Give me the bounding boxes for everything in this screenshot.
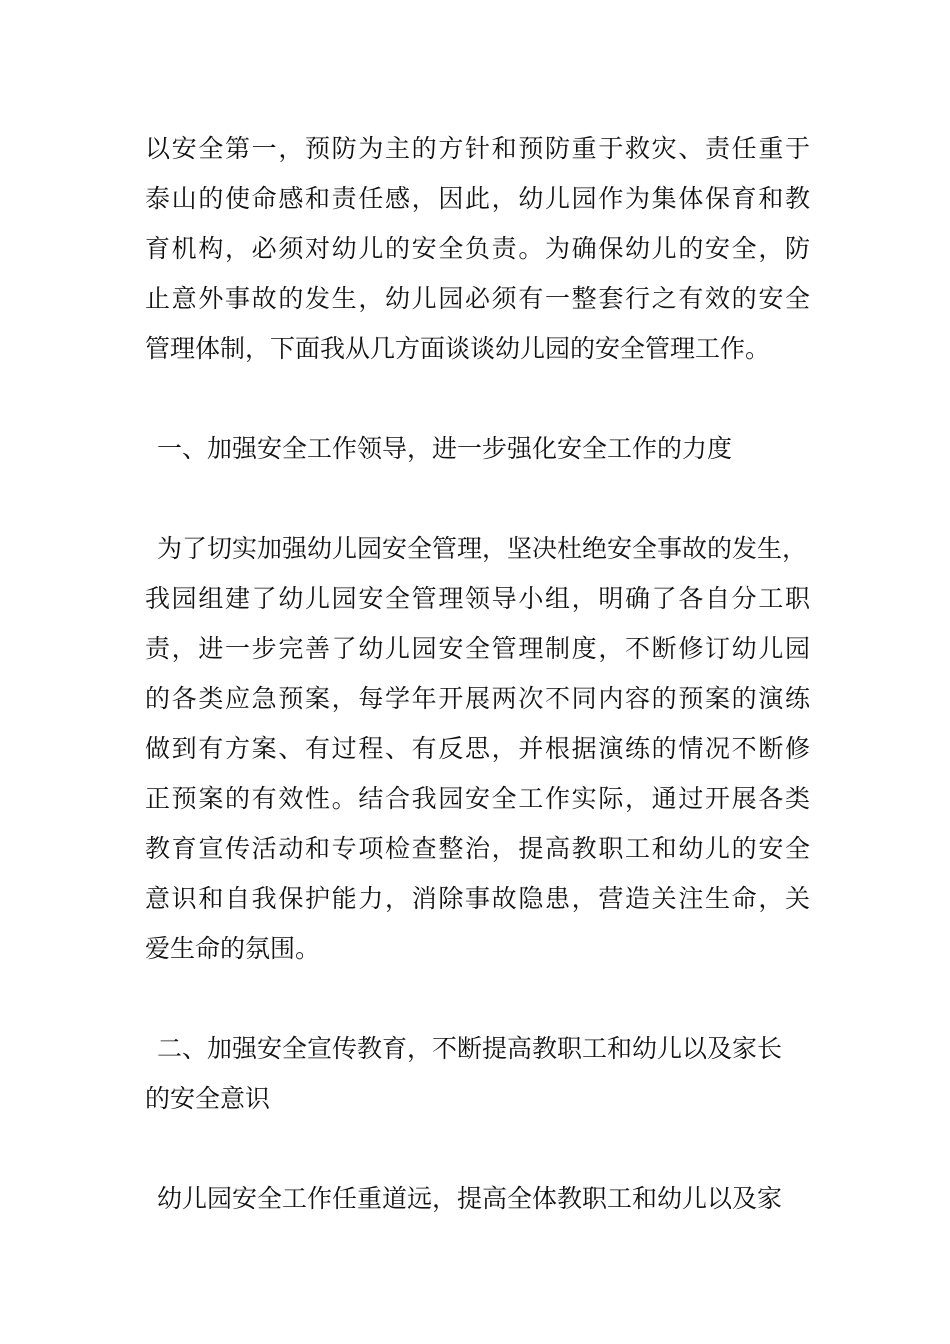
paragraph-line: 意识和自我保护能力，消除事故隐患，营造关注生命，关 — [145, 884, 810, 913]
heading-line: 二、加强安全宣传教育，不断提高教职工和幼儿以及家长 — [157, 1034, 783, 1063]
section-heading-1: 一、加强安全工作领导，进一步强化安全工作的力度 — [157, 434, 733, 463]
document-body — [145, 124, 810, 1224]
paragraph-spacer — [145, 474, 810, 524]
paragraph-line: 为了切实加强幼儿园安全管理，坚决杜绝安全事故的发生， — [157, 534, 808, 563]
paragraph-spacer — [145, 974, 810, 1024]
paragraph-line: 幼儿园安全工作任重道远，提高全体教职工和幼儿以及家 — [157, 1184, 783, 1213]
paragraph-line: 育机构，必须对幼儿的安全负责。为确保幼儿的安全，防 — [145, 234, 810, 263]
paragraph-line: 泰山的使命感和责任感，因此，幼儿园作为集体保育和教 — [145, 184, 810, 213]
intro-paragraph — [145, 124, 810, 374]
paragraph-line: 管理体制，下面我从几方面谈谈幼儿园的安全管理工作。 — [145, 334, 771, 363]
paragraph-line: 责，进一步完善了幼儿园安全管理制度，不断修订幼儿园 — [145, 634, 810, 663]
paragraph-line: 的各类应急预案，每学年开展两次不同内容的预案的演练 — [145, 684, 810, 713]
paragraph-line: 爱生命的氛围。 — [145, 934, 321, 963]
paragraph-spacer — [145, 1124, 810, 1174]
heading-line: 的安全意识 — [145, 1084, 271, 1113]
paragraph-spacer — [145, 374, 810, 424]
paragraph-line: 正预案的有效性。结合我园安全工作实际，通过开展各类 — [145, 784, 810, 813]
paragraph-line: 做到有方案、有过程、有反思，并根据演练的情况不断修 — [145, 734, 810, 763]
section-2-paragraph — [145, 1174, 810, 1224]
paragraph-line: 止意外事故的发生，幼儿园必须有一整套行之有效的安全 — [145, 284, 810, 313]
paragraph-line: 我园组建了幼儿园安全管理领导小组，明确了各自分工职 — [145, 584, 810, 613]
section-heading-2 — [145, 1024, 810, 1124]
section-1-paragraph — [145, 524, 810, 974]
paragraph-line: 以安全第一，预防为主的方针和预防重于救灾、责任重于 — [145, 134, 810, 163]
paragraph-line: 教育宣传活动和专项检查整治，提高教职工和幼儿的安全 — [145, 834, 810, 863]
